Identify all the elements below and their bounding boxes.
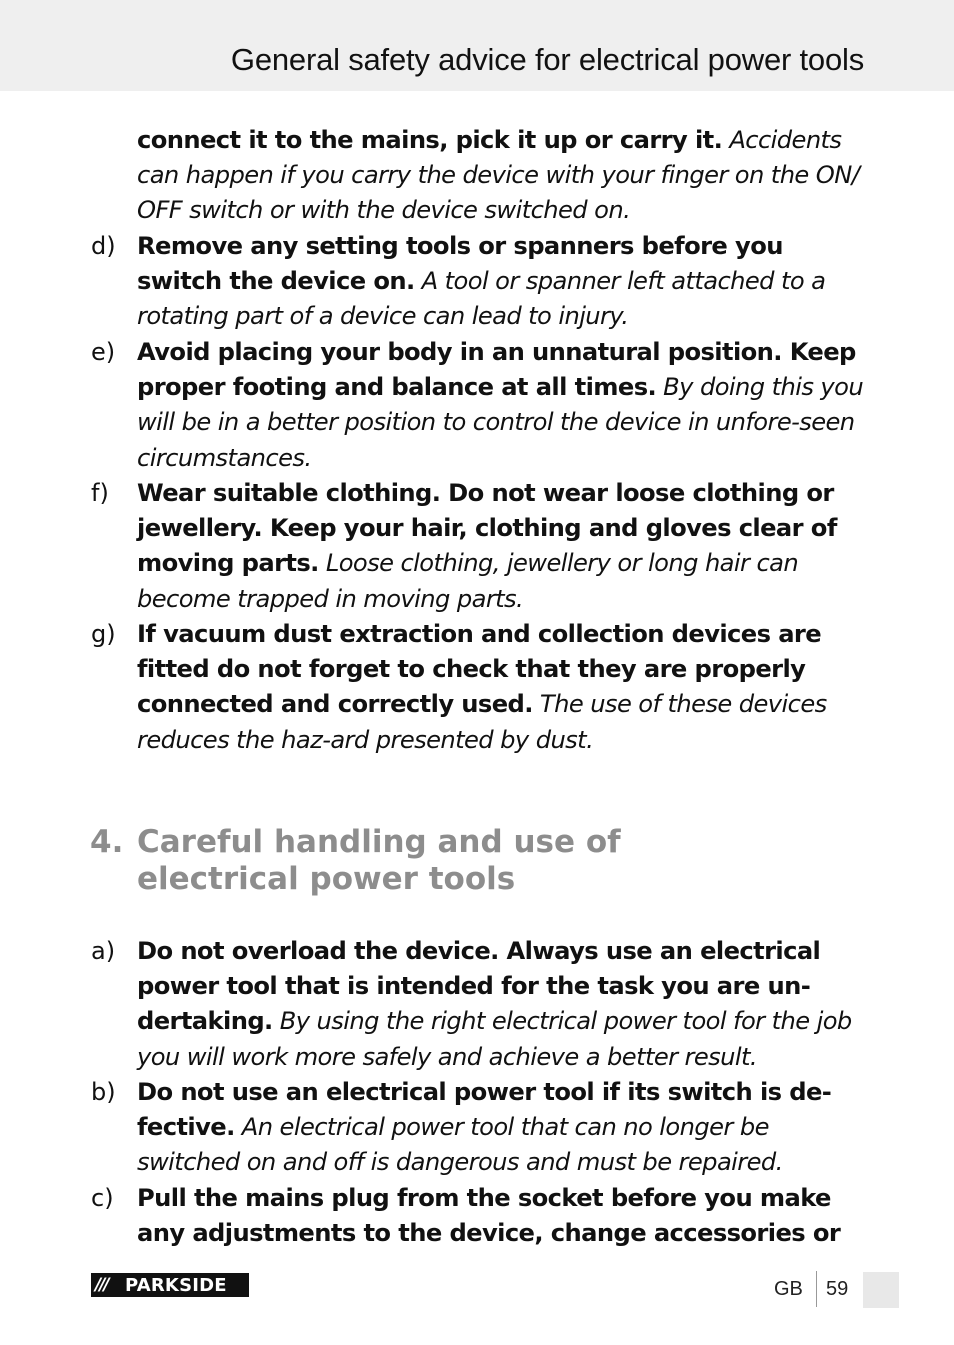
parkside-logo: [91, 1273, 249, 1297]
list-item-c-continued: [137, 123, 867, 229]
section-title: Careful handling and use of electrical power tools: [137, 824, 621, 897]
footer-divider: [816, 1271, 817, 1307]
item-bold-text: Do not use an electrical power tool if its switch is de-fective.: [137, 1078, 832, 1142]
list-item-f: [137, 476, 867, 617]
item-bold-text: Pull the mains plug from the socket before you make any adjustments to the device, change accessories or: [137, 1184, 841, 1248]
logo-text: PARKSIDE: [125, 1274, 227, 1296]
list-item-e: [137, 335, 867, 476]
list-item-d: [137, 229, 867, 335]
item-bold-text: Wear suitable clothing. Do not wear loose clothing or jewellery. Keep your hair, clothing and gloves clear of moving parts.: [137, 479, 837, 578]
item-italic-text: By doing this you will be in a better position to control the device in unfore-seen circumstances.: [137, 373, 864, 472]
list-item-c: [137, 1181, 867, 1251]
item-bold-text: If vacuum dust extraction and collection devices are fitted do not forget to check that they are properly connected and correctly used.: [137, 620, 822, 719]
list-item-g: [137, 617, 867, 758]
item-bold-text: Do not overload the device. Always use an electrical power tool that is intended for the task you are un-dertaking.: [137, 937, 821, 1036]
list-marker-g: g): [91, 620, 116, 648]
footer-tab-box: [863, 1272, 899, 1308]
item-italic-text: An electrical power tool that can no longer be switched on and off is dangerous and must be repaired.: [137, 1113, 783, 1177]
list-item-a: [137, 934, 867, 1075]
list-item-b: [137, 1075, 867, 1181]
item-italic-text: Loose clothing, jewellery or long hair can become trapped in moving parts.: [137, 549, 799, 613]
item-bold-text: Avoid placing your body in an unnatural position. Keep proper footing and balance at all times.: [137, 338, 856, 402]
item-italic-text: The use of these devices reduces the haz-ard presented by dust.: [137, 690, 827, 754]
list-marker-f: f): [91, 479, 109, 507]
list-marker-e: e): [91, 338, 116, 366]
item-italic-text: A tool or spanner left attached to a rotating part of a device can lead to injury.: [137, 267, 826, 331]
list-marker-c: c): [91, 1184, 114, 1212]
list-marker-d: d): [91, 232, 116, 260]
section-number: 4.: [90, 824, 124, 860]
logo-slashes: ///: [95, 1275, 108, 1295]
list-marker-a: a): [91, 937, 116, 965]
page-number: 59: [826, 1278, 849, 1300]
page-header-title: General safety advice for electrical power tools: [230, 42, 864, 77]
item-italic-text: By using the right electrical power tool for the job you will work more safely and achieve a better result.: [137, 1007, 852, 1071]
list-marker-b: b): [91, 1078, 116, 1106]
footer-language: GB: [774, 1278, 803, 1300]
item-bold-text: connect it to the mains, pick it up or carry it.: [137, 126, 723, 154]
item-italic-text: Accidents can happen if you carry the device with your finger on the ON/ OFF switch or with the device switched on.: [137, 126, 860, 225]
item-bold-text: Remove any setting tools or spanners before you switch the device on.: [137, 232, 783, 296]
